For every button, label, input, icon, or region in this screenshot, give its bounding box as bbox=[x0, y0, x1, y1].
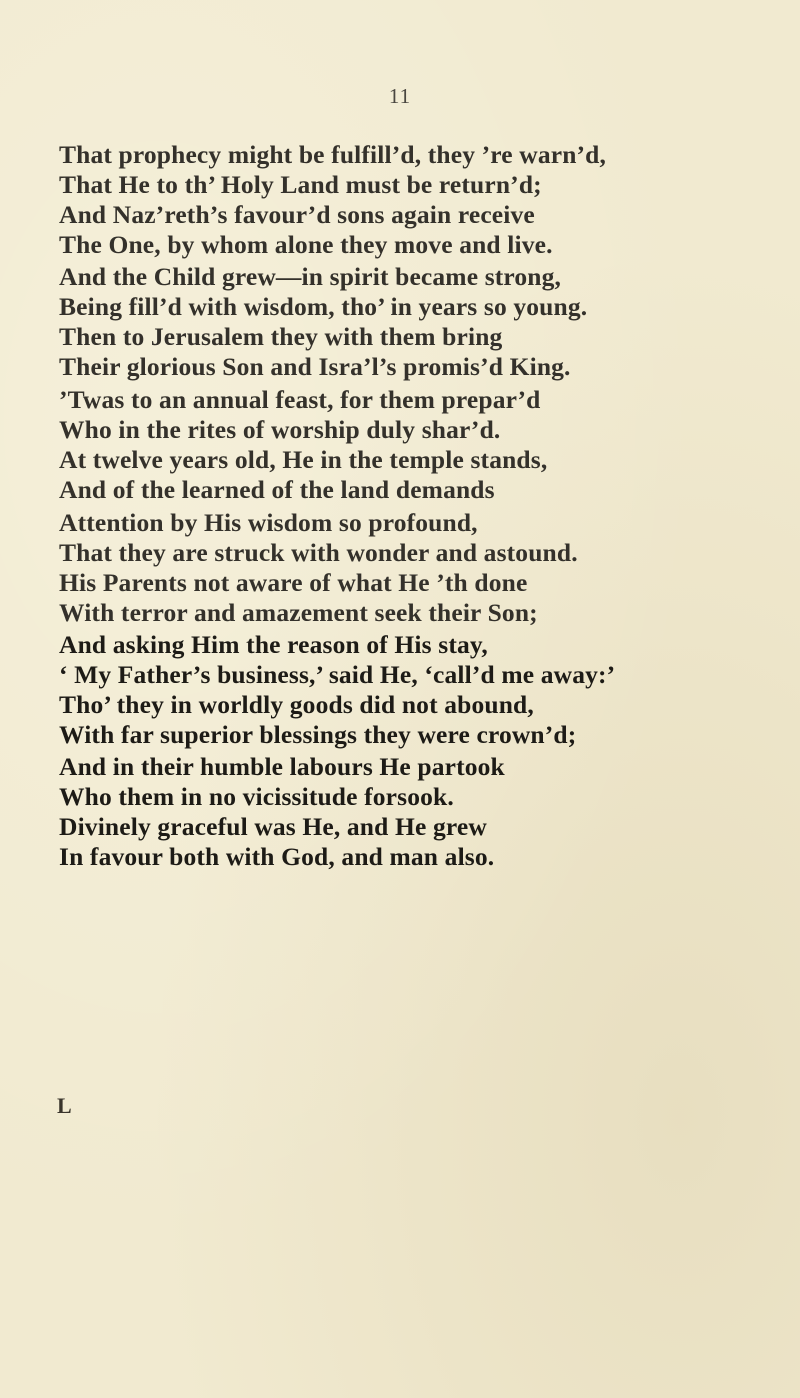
verse-line: And asking Him the reason of His stay, bbox=[59, 630, 488, 659]
verse-line: And of the learned of the land demands bbox=[59, 475, 495, 504]
verse-line: With far superior blessings they were crown’d; bbox=[59, 720, 577, 749]
verse-line: The One, by whom alone they move and live. bbox=[59, 230, 553, 259]
verse-line: And in their humble labours He partook bbox=[59, 752, 505, 781]
verse-line: And the Child grew—in spirit became strong, bbox=[59, 262, 562, 291]
verse-line: Their glorious Son and Isra’l’s promis’d King. bbox=[59, 352, 571, 381]
verse-line: ’Twas to an annual feast, for them prepar’d bbox=[59, 385, 541, 414]
verse-line: Attention by His wisdom so profound, bbox=[59, 508, 478, 537]
verse-line: That He to th’ Holy Land must be return’d; bbox=[59, 170, 542, 199]
verse-line: That prophecy might be fulfill’d, they ’re warn’d, bbox=[59, 140, 607, 169]
verse-line: Divinely graceful was He, and He grew bbox=[59, 812, 487, 841]
verse-line: That they are struck with wonder and astound. bbox=[59, 538, 578, 567]
verse-line: Then to Jerusalem they with them bring bbox=[59, 322, 503, 351]
verse-line: And Naz’reth’s favour’d sons again receive bbox=[59, 200, 535, 229]
page-number: 11 bbox=[388, 84, 412, 108]
verse-line: With terror and amazement seek their Son; bbox=[59, 598, 538, 627]
verse-line: Tho’ they in worldly goods did not abound, bbox=[59, 690, 534, 719]
verse-line: His Parents not aware of what He ’th done bbox=[59, 568, 528, 597]
verse-line: Who them in no vicissitude forsook. bbox=[59, 782, 454, 811]
printer-mark: L bbox=[57, 1093, 72, 1118]
verse-line: In favour both with God, and man also. bbox=[59, 842, 495, 871]
verse-line: ‘ My Father’s business,’ said He, ‘call’d me away:’ bbox=[59, 660, 616, 689]
verse-line: At twelve years old, He in the temple stands, bbox=[59, 445, 548, 474]
verse-line: Being fill’d with wisdom, tho’ in years so young. bbox=[59, 292, 588, 321]
verse-line: Who in the rites of worship duly shar’d. bbox=[59, 415, 501, 444]
